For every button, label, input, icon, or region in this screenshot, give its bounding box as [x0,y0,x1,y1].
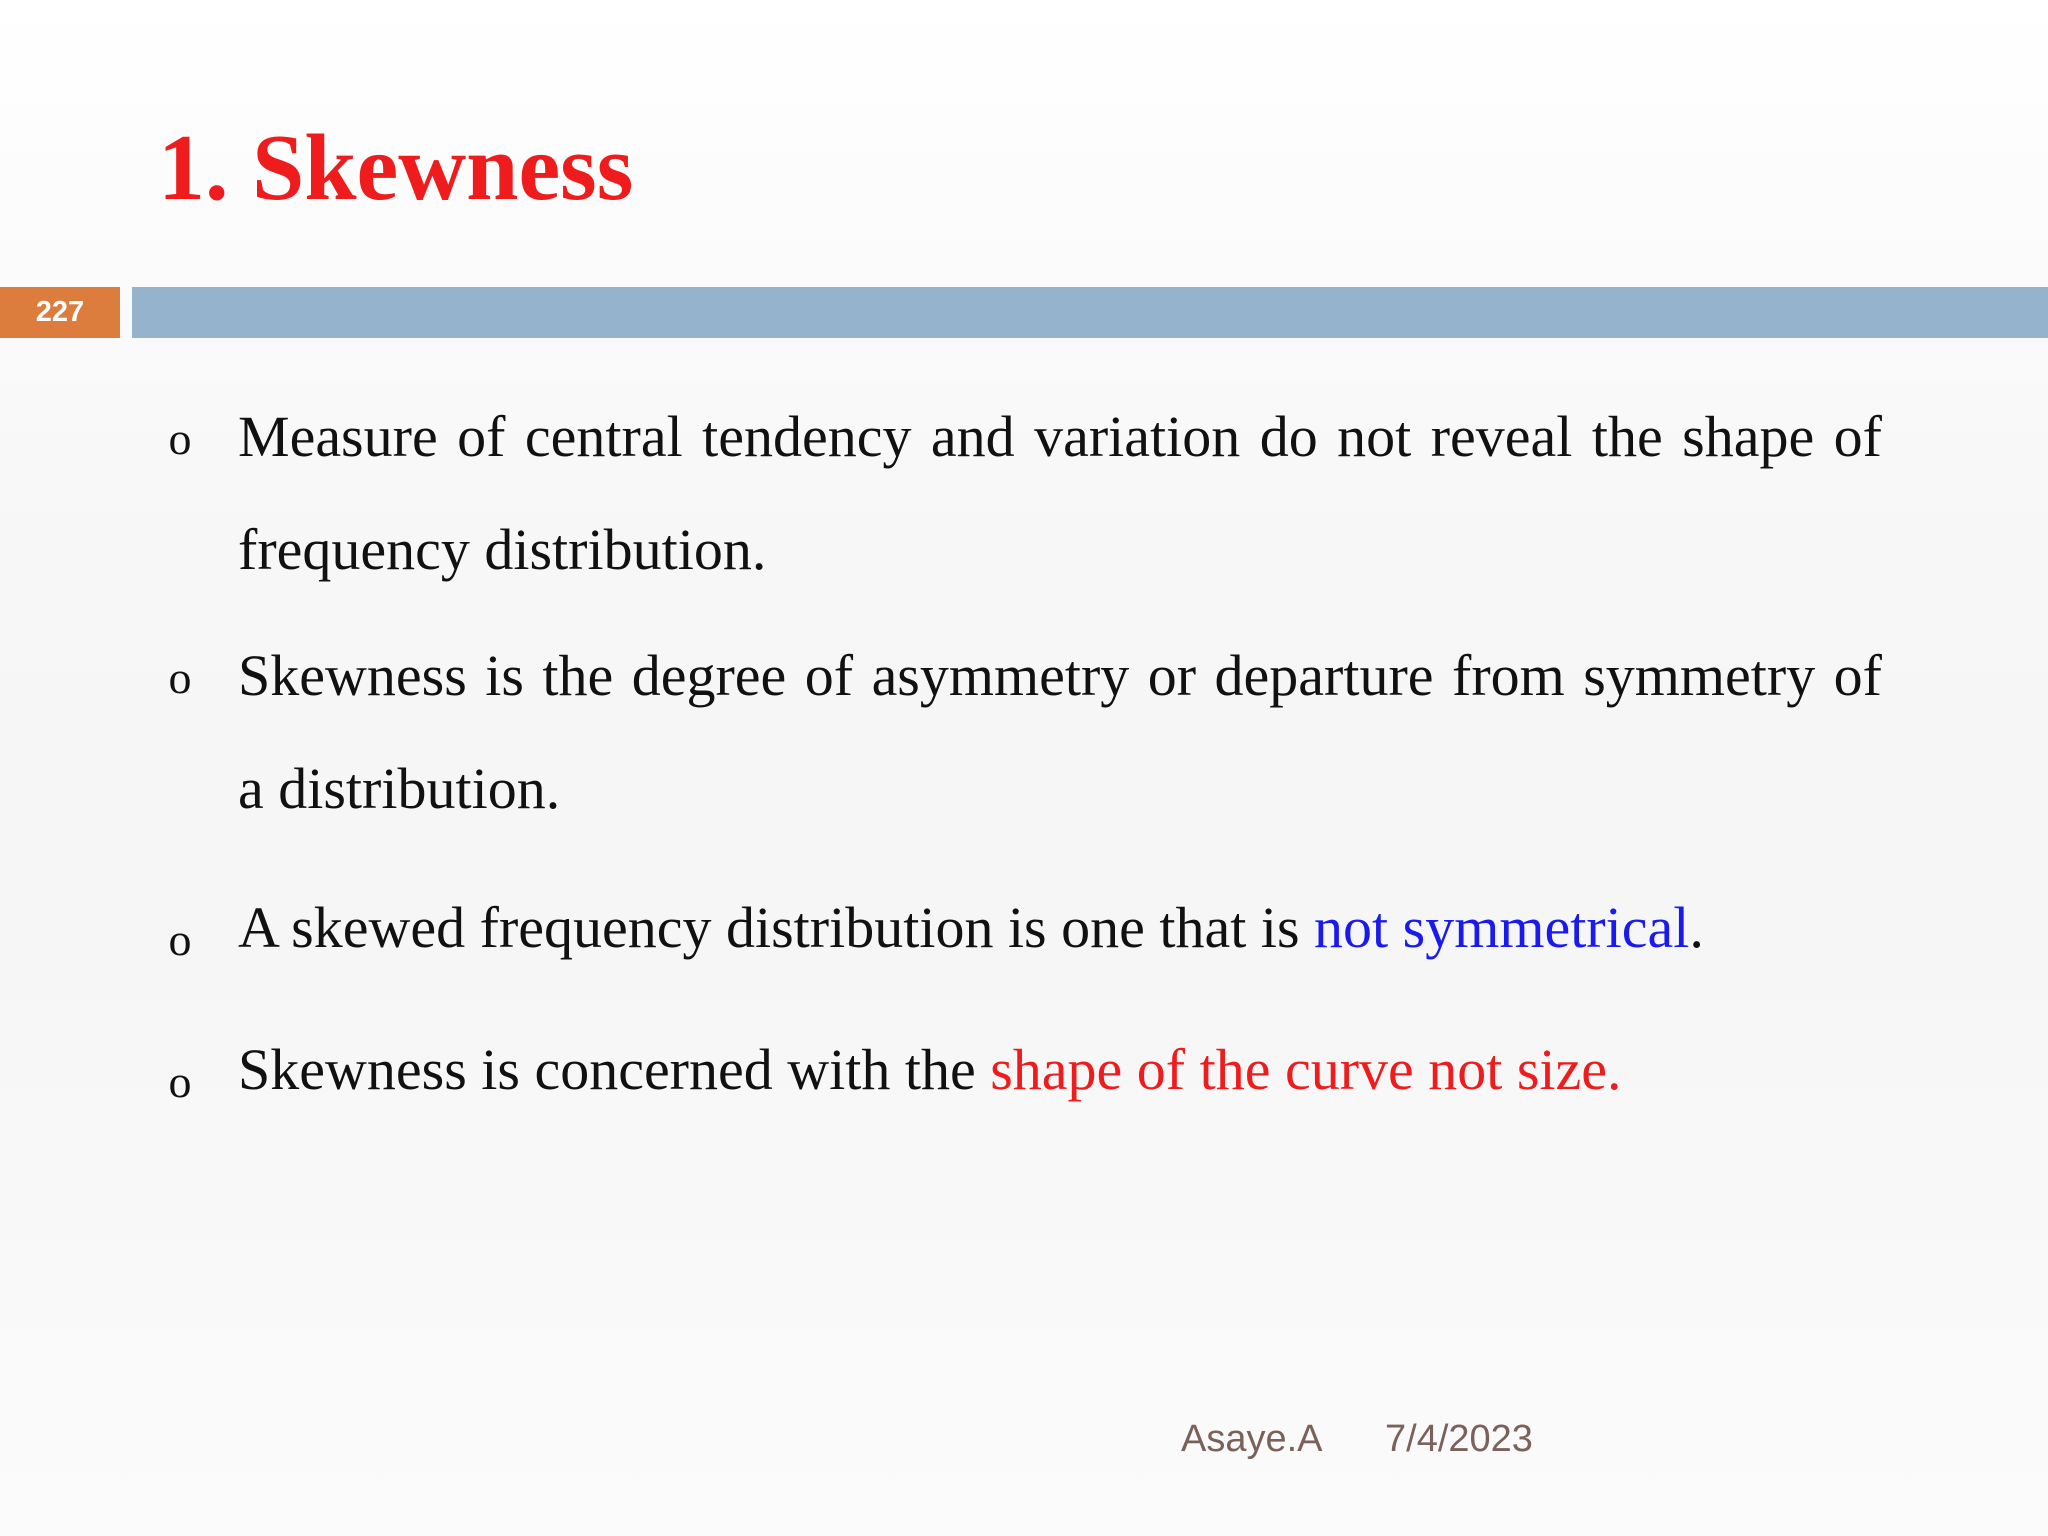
page-number-badge: 227 [0,287,120,338]
footer-author: Asaye.A [1181,1418,1323,1460]
bullet-text: Measure of central tendency and variation do not reveal the shape of frequency distribution. [238,404,1882,582]
bullet-text [238,1030,1882,1110]
slide-title: 1. Skewness [158,116,634,220]
bullet-text-trailing: . [1689,895,1704,960]
hollow-circle-bullet-icon: o [168,914,192,965]
hollow-circle-bullet-icon: o [168,652,192,703]
title-divider-bar [132,287,2048,338]
bullet-text-plain: Skewness is concerned with the [238,1037,991,1102]
hollow-circle-bullet-icon: o [168,1056,192,1107]
bullet-text-plain: A skewed frequency distribution is one that is [238,895,1315,960]
bullet-item [160,619,1882,845]
bullet-item [160,888,1882,968]
bullet-list [160,395,1882,1110]
bullet-text-highlight: not symmetrical [1314,895,1690,960]
footer-date: 7/4/2023 [1385,1418,1533,1460]
bullet-item [160,1030,1882,1110]
bullet-text [238,888,1882,968]
bullet-text: Skewness is the degree of asymmetry or departure from symmetry of a distribution. [238,643,1882,821]
bullet-text-highlight: shape of the curve not size. [990,1037,1622,1102]
hollow-circle-bullet-icon: o [168,413,192,464]
bullet-item [160,380,1882,606]
